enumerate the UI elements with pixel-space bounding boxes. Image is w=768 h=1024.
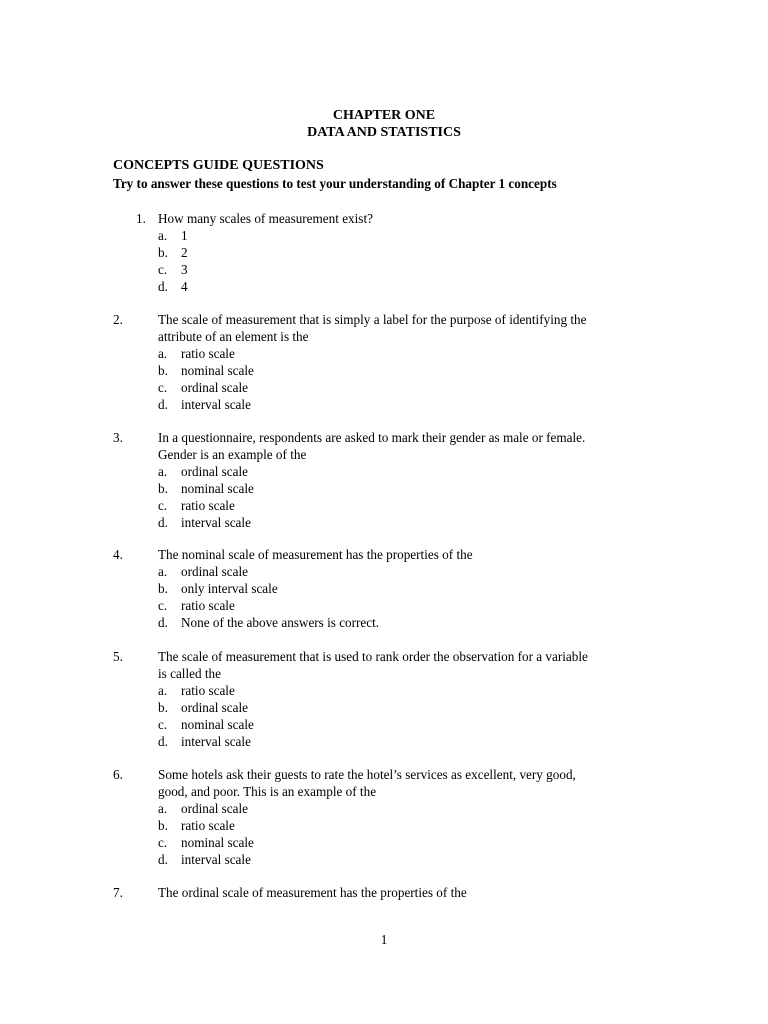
option-letter: b. [158,363,168,378]
answer-option [158,851,251,868]
answer-option [158,614,379,631]
option-letter: d. [158,397,168,412]
option-letter: a. [158,801,168,816]
option-letter: c. [158,262,168,277]
question-text: In a questionnaire, respondents are asked to mark their gender as male or female. [158,430,586,445]
answer-option [158,278,188,295]
answer-option [158,379,248,396]
option-text: interval scale [181,515,251,530]
question-number: 5. [113,649,123,664]
option-letter: c. [158,598,168,613]
option-letter: d. [158,515,168,530]
option-text: ordinal scale [181,564,249,579]
option-text: 2 [181,245,188,260]
question-text: How many scales of measurement exist? [158,211,373,226]
option-text: ordinal scale [181,801,249,816]
answer-option [158,261,188,278]
option-letter: d. [158,852,168,867]
answer-option [158,716,254,733]
option-text: 1 [181,228,188,243]
option-letter: b. [158,818,168,833]
answer-option [158,497,235,514]
answer-option [158,227,188,244]
option-text: ratio scale [181,498,235,513]
answer-option [158,514,251,531]
option-text: ratio scale [181,346,235,361]
option-text: 3 [181,262,188,277]
option-text: interval scale [181,397,251,412]
answer-option [158,800,248,817]
question-number: 4. [113,547,123,562]
question-number: 6. [113,767,123,782]
answer-option [158,834,254,851]
section-heading: CONCEPTS GUIDE QUESTIONS [113,158,324,173]
option-letter: c. [158,835,168,850]
option-letter: c. [158,717,168,732]
option-letter: d. [158,279,168,294]
question-number: 2. [113,312,123,327]
option-text: only interval scale [181,581,278,596]
option-text: nominal scale [181,717,254,732]
option-letter: c. [158,498,168,513]
option-text: nominal scale [181,481,254,496]
option-letter: d. [158,615,168,630]
option-text: nominal scale [181,835,254,850]
answer-option [158,682,235,699]
answer-option [158,362,254,379]
option-letter: b. [158,581,168,596]
option-letter: c. [158,380,168,395]
question-number: 7. [113,885,123,900]
answer-option [158,817,235,834]
question-text: attribute of an element is the [158,329,309,344]
question-text: good, and poor. This is an example of the [158,784,377,799]
page-number: 1 [380,932,388,947]
answer-option [158,580,278,597]
chapter-number: CHAPTER ONE [332,108,436,123]
answer-option [158,345,235,362]
answer-option [158,699,248,716]
option-text: ratio scale [181,683,235,698]
answer-option [158,396,251,413]
option-text: interval scale [181,852,251,867]
answer-option [158,733,251,750]
option-text: 4 [181,279,188,294]
option-letter: a. [158,464,168,479]
option-text: ratio scale [181,818,235,833]
section-instruction: Try to answer these questions to test your understanding of Chapter 1 concepts [113,176,557,191]
answer-option [158,244,188,261]
option-letter: b. [158,700,168,715]
question-text: Some hotels ask their guests to rate the hotel’s services as excellent, very good, [158,767,576,782]
option-text: nominal scale [181,363,254,378]
option-letter: a. [158,683,168,698]
question-text: The nominal scale of measurement has the properties of the [158,547,473,562]
answer-option [158,480,254,497]
option-text: ordinal scale [181,380,249,395]
chapter-title: DATA AND STATISTICS [307,125,461,140]
option-letter: d. [158,734,168,749]
question-text: The scale of measurement that is simply a label for the purpose of identifying the [158,312,587,327]
option-letter: a. [158,346,168,361]
option-letter: a. [158,228,168,243]
question-text: Gender is an example of the [158,447,307,462]
option-letter: b. [158,481,168,496]
option-text: None of the above answers is correct. [181,615,380,630]
answer-option [158,597,235,614]
option-letter: a. [158,564,168,579]
option-text: ordinal scale [181,464,249,479]
question-text: The scale of measurement that is used to rank order the observation for a variable [158,649,588,664]
answer-option [158,463,248,480]
question-number: 1. [136,211,146,226]
answer-option [158,563,248,580]
question-text: The ordinal scale of measurement has the properties of the [158,885,467,900]
question-number: 3. [113,430,123,445]
option-text: interval scale [181,734,251,749]
option-text: ordinal scale [181,700,249,715]
option-text: ratio scale [181,598,235,613]
option-letter: b. [158,245,168,260]
question-text: is called the [158,666,221,681]
